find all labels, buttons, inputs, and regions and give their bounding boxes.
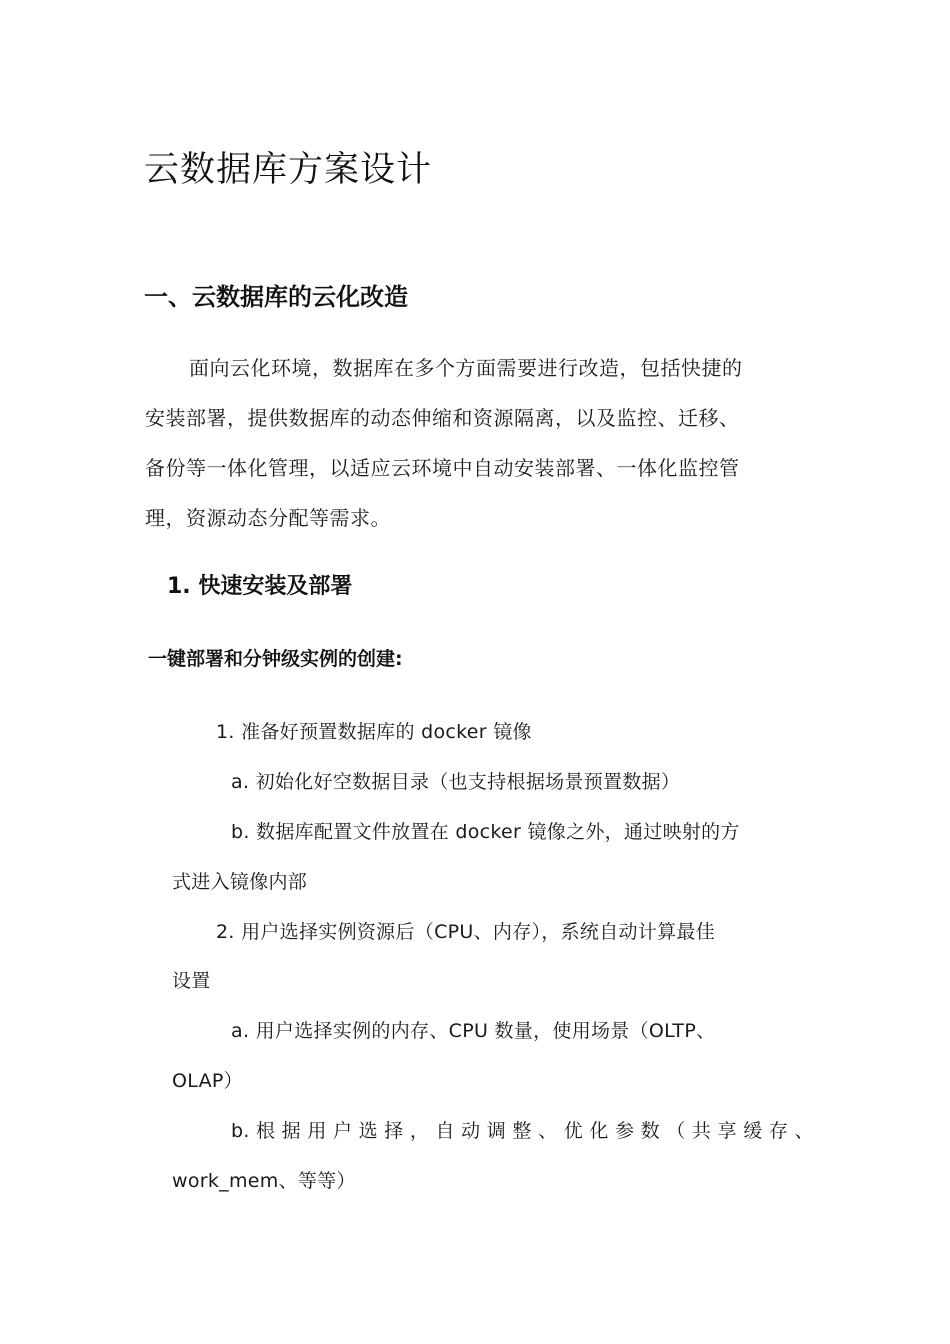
paragraph-line: 理，资源动态分配等需求。 <box>145 506 391 530</box>
list-item: a. 用户选择实例的内存、CPU 数量，使用场景（OLTP、 <box>231 1020 716 1042</box>
list-item: 1. 准备好预置数据库的 docker 镜像 <box>216 721 532 743</box>
list-item: b. 数据库配置文件放置在 docker 镜像之外，通过映射的方 <box>231 821 740 843</box>
list-item-continuation: 式进入镜像内部 <box>172 871 308 893</box>
paragraph-line: 安装部署，提供数据库的动态伸缩和资源隔离，以及监控、迁移、 <box>145 406 740 430</box>
section-heading: 一、云数据库的云化改造 <box>144 283 408 311</box>
paragraph-line: 面向云化环境，数据库在多个方面需要进行改造，包括快捷的 <box>189 356 743 380</box>
list-item: a. 初始化好空数据目录（也支持根据场景预置数据） <box>231 771 681 793</box>
subsection-heading: 1. 快速安装及部署 <box>167 574 353 599</box>
document-title: 云数据库方案设计 <box>144 150 433 190</box>
paragraph-line: 备份等一体化管理，以适应云环境中自动安装部署、一体化监控管 <box>145 456 740 480</box>
list-item-continuation: work_mem、等等） <box>172 1170 356 1192</box>
list-item: b. 根 据 用 户 选 择 ， 自 动 调 整 、 优 化 参 数 （ 共 享 缓 存 、 <box>231 1120 814 1142</box>
list-item-continuation: 设置 <box>172 970 211 992</box>
subsection-subheading: 一键部署和分钟级实例的创建: <box>148 648 403 670</box>
list-item: 2. 用户选择实例资源后（CPU、内存），系统自动计算最佳 <box>216 921 715 943</box>
list-item-continuation: OLAP） <box>172 1070 243 1092</box>
